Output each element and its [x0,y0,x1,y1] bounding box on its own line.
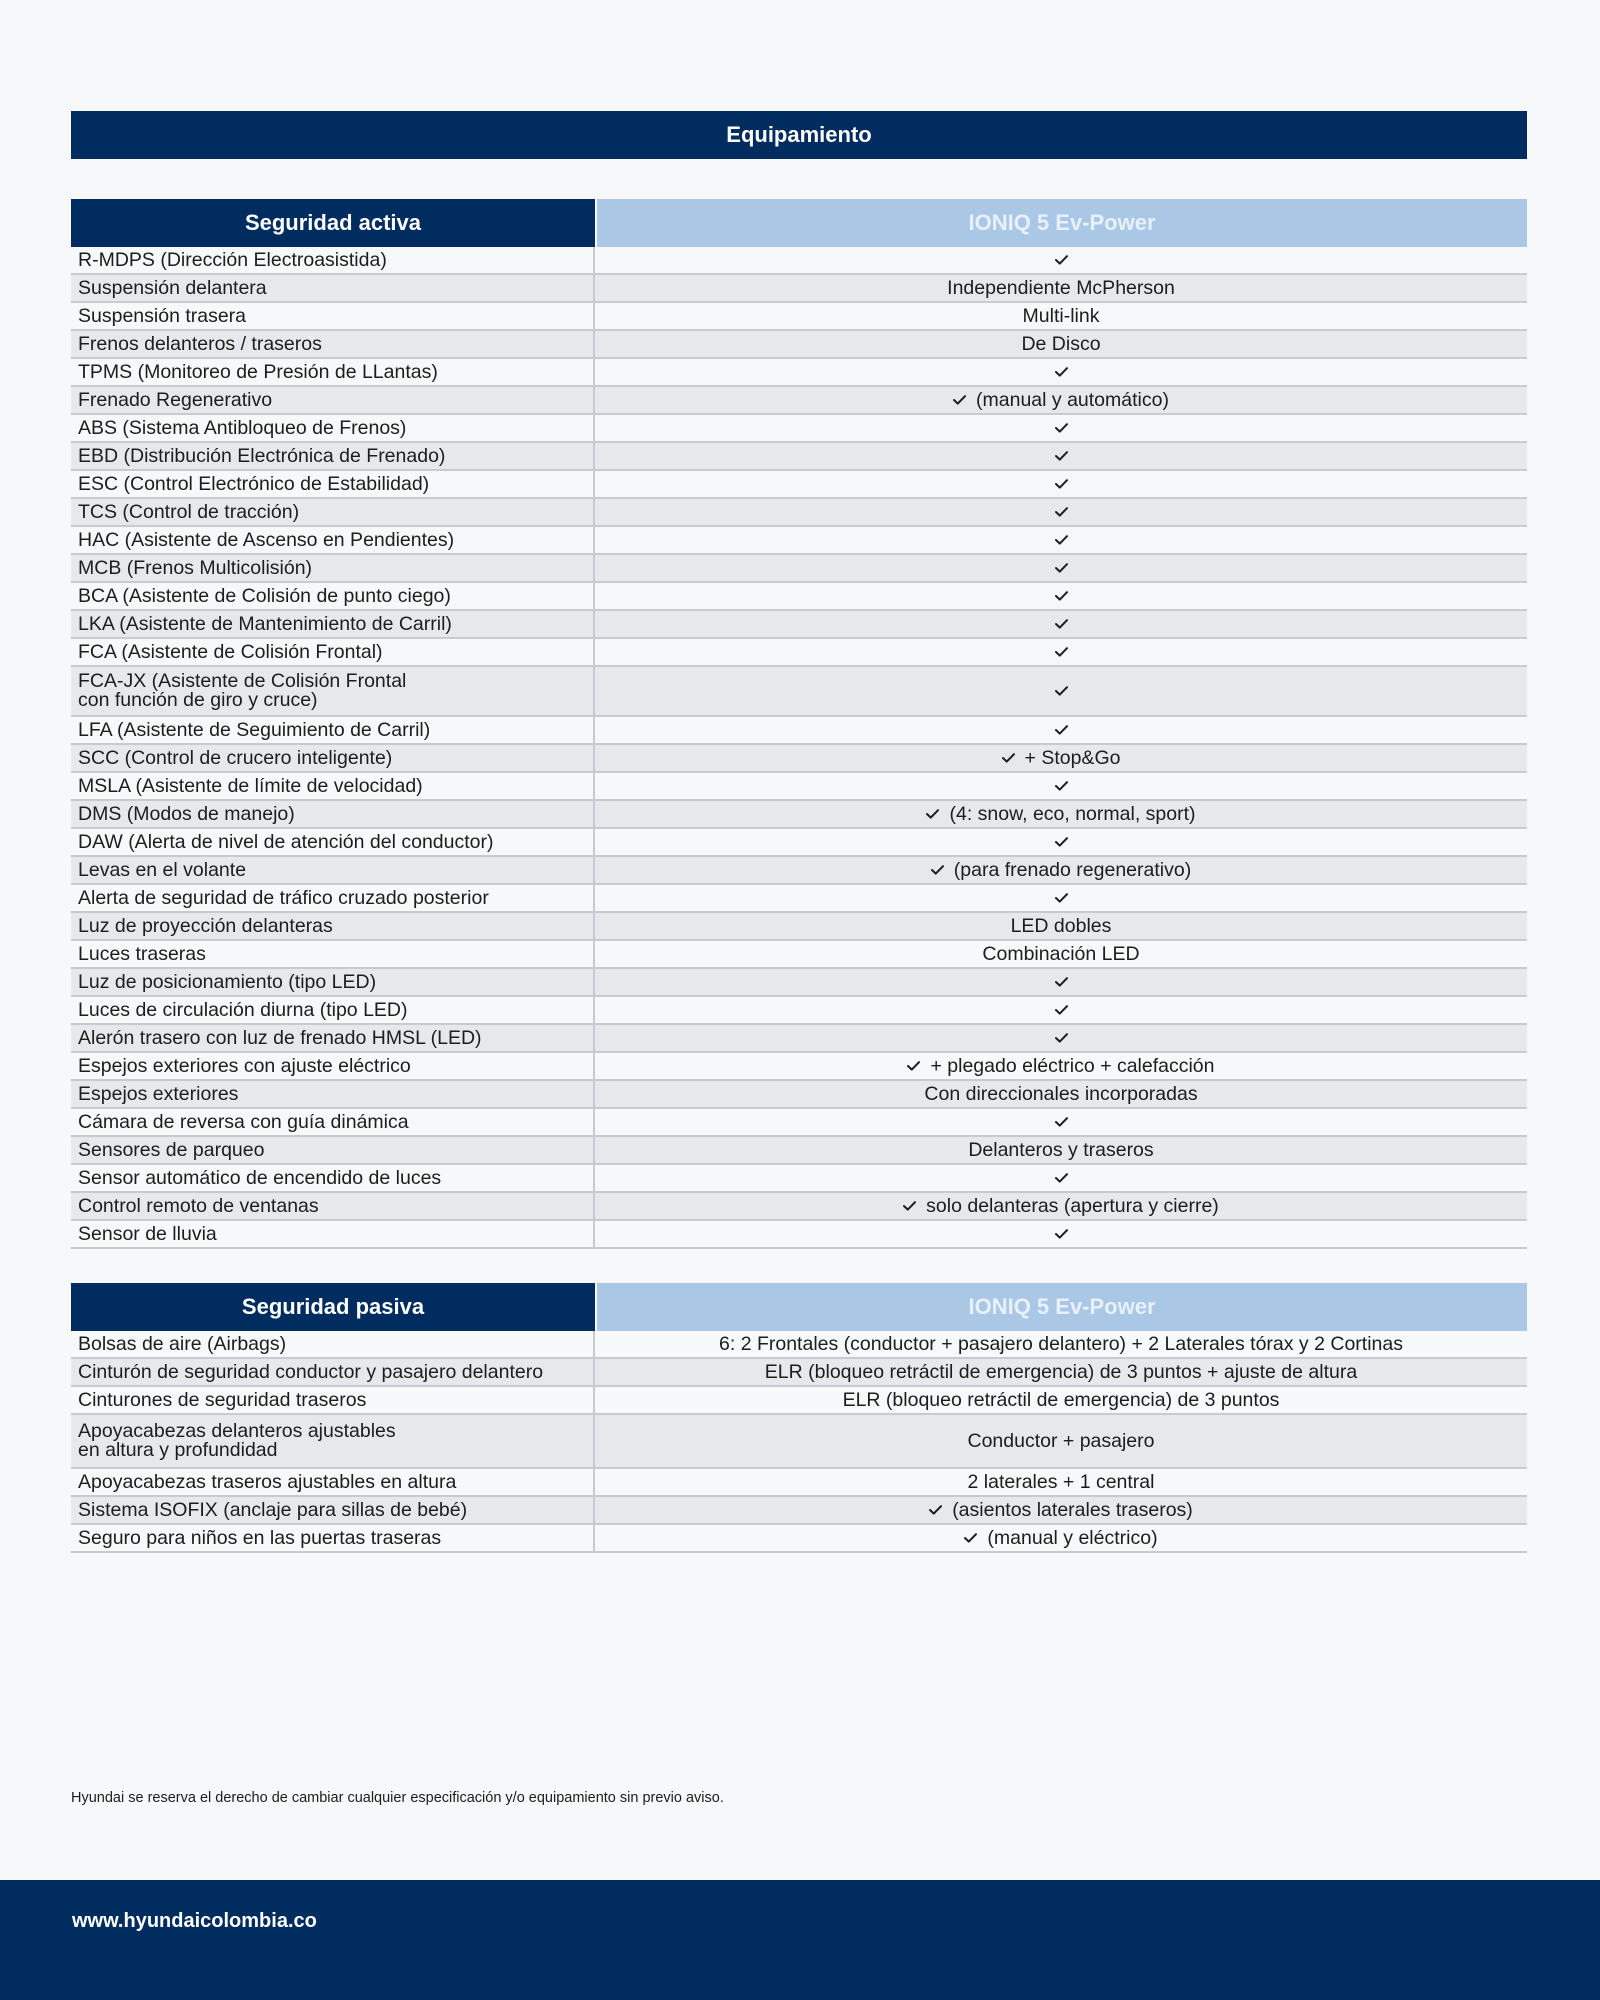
row-value [595,359,1527,385]
row-label: Suspensión delantera [71,275,595,301]
table-row [71,1137,1527,1165]
check-icon [907,1061,920,1071]
row-label: Sensor automático de encendido de luces [71,1165,595,1191]
row-label: TPMS (Monitoreo de Presión de LLantas) [71,359,595,385]
table-row [71,1109,1527,1137]
row-value [595,941,1527,967]
row-value [595,829,1527,855]
check-icon [1055,535,1068,545]
row-value [595,471,1527,497]
row-value [595,773,1527,799]
row-label: Alerón trasero con luz de frenado HMSL (LED) [71,1025,595,1051]
table-body [71,1331,1527,1553]
table-row [71,359,1527,387]
row-value [595,745,1527,771]
check-icon [926,809,939,819]
check-icon [931,865,944,875]
table-body [71,247,1527,1249]
row-value-text: LED dobles [1010,914,1112,937]
row-label: BCA (Asistente de Colisión de punto ciego) [71,583,595,609]
row-label: Suspensión trasera [71,303,595,329]
table-row [71,527,1527,555]
check-icon [964,1533,977,1543]
check-icon [1055,451,1068,461]
row-value-text: Conductor + pasajero [967,1429,1155,1452]
row-value-text: 2 laterales + 1 central [967,1470,1155,1493]
row-label: Levas en el volante [71,857,595,883]
table-row [71,801,1527,829]
table-row [71,275,1527,303]
row-value [595,969,1527,995]
table-row [71,1469,1527,1497]
row-value [595,415,1527,441]
row-value [595,1387,1527,1413]
row-label: MCB (Frenos Multicolisión) [71,555,595,581]
row-value [595,443,1527,469]
check-icon [1055,1117,1068,1127]
row-value [595,717,1527,743]
table-header-model: IONIQ 5 Ev-Power [595,1283,1527,1331]
check-icon [1055,977,1068,987]
row-value [595,885,1527,911]
row-value [595,331,1527,357]
row-label: Frenado Regenerativo [71,387,595,413]
row-label: Frenos delanteros / traseros [71,331,595,357]
row-value-text: + Stop&Go [1024,746,1121,769]
row-label: Seguro para niños en las puertas traseras [71,1525,595,1551]
table-row [71,1331,1527,1359]
table-row [71,1359,1527,1387]
row-label: Apoyacabezas delanteros ajustables en altura y profundidad [71,1415,595,1467]
table-row [71,639,1527,667]
table-header-label: Seguridad activa [71,199,595,247]
row-value [595,1469,1527,1495]
row-label: Control remoto de ventanas [71,1193,595,1219]
table-row [71,1025,1527,1053]
row-value [595,1497,1527,1523]
check-icon [1055,507,1068,517]
check-icon [1055,591,1068,601]
table-row [71,1387,1527,1415]
row-value [595,1359,1527,1385]
table-row [71,555,1527,583]
row-label: DAW (Alerta de nivel de atención del conductor) [71,829,595,855]
row-value [595,499,1527,525]
row-value-text: (asientos laterales traseros) [952,1498,1193,1521]
website-link[interactable]: www.hyundaicolombia.co [72,1910,317,1932]
row-value [595,1221,1527,1247]
row-value [595,667,1527,715]
table-row [71,1165,1527,1193]
table-row [71,913,1527,941]
row-label: EBD (Distribución Electrónica de Frenado) [71,443,595,469]
row-value [595,1415,1527,1467]
row-value [595,997,1527,1023]
check-icon [1055,686,1068,696]
check-icon [903,1201,916,1211]
row-label: Luz de proyección delanteras [71,913,595,939]
row-label: Sensor de lluvia [71,1221,595,1247]
disclaimer-note: Hyundai se reserva el derecho de cambiar cualquier especificación y/o equipamiento sin previo aviso. [71,1790,724,1806]
table-row [71,1221,1527,1249]
check-icon [1055,619,1068,629]
row-value-text: Independiente McPherson [947,276,1175,299]
row-label: HAC (Asistente de Ascenso en Pendientes) [71,527,595,553]
row-value [595,1165,1527,1191]
table-header [71,199,1527,247]
row-value-text: solo delanteras (apertura y cierre) [926,1194,1219,1217]
row-value-text: Multi-link [1022,304,1100,327]
check-icon [1055,781,1068,791]
table-row [71,415,1527,443]
row-label: Sensores de parqueo [71,1137,595,1163]
row-label: SCC (Control de crucero inteligente) [71,745,595,771]
section-banner [71,111,1527,159]
table-row [71,303,1527,331]
table-row [71,471,1527,499]
table-row [71,773,1527,801]
row-value-text: Con direccionales incorporadas [924,1082,1198,1105]
check-icon [1055,837,1068,847]
row-label: Luces de circulación diurna (tipo LED) [71,997,595,1023]
footer-bar [0,1880,1600,2000]
table-row [71,1053,1527,1081]
row-value [595,247,1527,273]
table-row [71,443,1527,471]
seguridad-pasiva-table [71,1283,1527,1553]
check-icon [1055,1229,1068,1239]
row-value [595,583,1527,609]
row-label: LKA (Asistente de Mantenimiento de Carril) [71,611,595,637]
table-row [71,667,1527,717]
row-value-text: De Disco [1021,332,1101,355]
row-value [595,1137,1527,1163]
row-value-text: (manual y automático) [976,388,1169,411]
row-value [595,639,1527,665]
table-row [71,1193,1527,1221]
banner-title: Equipamiento [726,122,872,147]
row-value-text: 6: 2 Frontales (conductor + pasajero delantero) + 2 Laterales tórax y 2 Cortinas [719,1332,1403,1355]
check-icon [1055,725,1068,735]
table-row [71,885,1527,913]
check-icon [1055,1005,1068,1015]
table-header-model: IONIQ 5 Ev-Power [595,199,1527,247]
check-icon [1055,1033,1068,1043]
row-label: Bolsas de aire (Airbags) [71,1331,595,1357]
row-label: Cinturones de seguridad traseros [71,1387,595,1413]
row-value-text: (para frenado regenerativo) [953,858,1192,881]
row-label: TCS (Control de tracción) [71,499,595,525]
table-row [71,499,1527,527]
table-row [71,1525,1527,1553]
row-value-text: (4: snow, eco, normal, sport) [949,802,1196,825]
row-value-text: ELR (bloqueo retráctil de emergencia) de 3 puntos [842,1388,1280,1411]
table-row [71,829,1527,857]
table-row [71,1081,1527,1109]
row-label: Espejos exteriores con ajuste eléctrico [71,1053,595,1079]
row-value-text: + plegado eléctrico + calefacción [930,1054,1215,1077]
table-header-label: Seguridad pasiva [71,1283,595,1331]
row-label: MSLA (Asistente de límite de velocidad) [71,773,595,799]
table-row [71,997,1527,1025]
table-row [71,583,1527,611]
row-value-text: Combinación LED [982,942,1140,965]
check-icon [1055,367,1068,377]
row-label: LFA (Asistente de Seguimiento de Carril) [71,717,595,743]
row-label: Cinturón de seguridad conductor y pasajero delantero [71,1359,595,1385]
check-icon [1055,423,1068,433]
check-icon [1055,563,1068,573]
row-label: Luz de posicionamiento (tipo LED) [71,969,595,995]
row-label: ABS (Sistema Antibloqueo de Frenos) [71,415,595,441]
row-value [595,303,1527,329]
row-label: Apoyacabezas traseros ajustables en altura [71,1469,595,1495]
table-row [71,331,1527,359]
table-header [71,1283,1527,1331]
check-icon [1055,255,1068,265]
check-icon [1055,647,1068,657]
row-value [595,1109,1527,1135]
table-row [71,1497,1527,1525]
table-row [71,857,1527,885]
row-label: ESC (Control Electrónico de Estabilidad) [71,471,595,497]
row-value [595,387,1527,413]
row-value-text: ELR (bloqueo retráctil de emergencia) de 3 puntos + ajuste de altura [764,1360,1358,1383]
seguridad-activa-table [71,199,1527,1249]
row-value [595,527,1527,553]
check-icon [953,395,966,405]
row-value-text: Delanteros y traseros [968,1138,1154,1161]
row-value [595,1025,1527,1051]
row-value [595,857,1527,883]
row-value [595,275,1527,301]
row-value [595,913,1527,939]
row-label: Espejos exteriores [71,1081,595,1107]
check-icon [1002,753,1015,763]
row-label: DMS (Modos de manejo) [71,801,595,827]
row-label: Cámara de reversa con guía dinámica [71,1109,595,1135]
row-value [595,1525,1527,1551]
row-label: R-MDPS (Dirección Electroasistida) [71,247,595,273]
check-icon [1055,479,1068,489]
row-label: Alerta de seguridad de tráfico cruzado posterior [71,885,595,911]
row-label: FCA-JX (Asistente de Colisión Frontal con función de giro y cruce) [71,667,595,715]
table-row [71,1415,1527,1469]
row-value [595,1081,1527,1107]
row-label: FCA (Asistente de Colisión Frontal) [71,639,595,665]
check-icon [1055,893,1068,903]
table-row [71,717,1527,745]
row-label: Luces traseras [71,941,595,967]
table-row [71,745,1527,773]
row-label: Sistema ISOFIX (anclaje para sillas de bebé) [71,1497,595,1523]
table-row [71,387,1527,415]
row-value [595,801,1527,827]
check-icon [929,1505,942,1515]
table-row [71,247,1527,275]
check-icon [1055,1173,1068,1183]
row-value [595,611,1527,637]
row-value [595,1331,1527,1357]
table-row [71,611,1527,639]
table-row [71,941,1527,969]
row-value [595,1193,1527,1219]
row-value [595,1053,1527,1079]
row-value-text: (manual y eléctrico) [987,1526,1158,1549]
table-row [71,969,1527,997]
row-value [595,555,1527,581]
